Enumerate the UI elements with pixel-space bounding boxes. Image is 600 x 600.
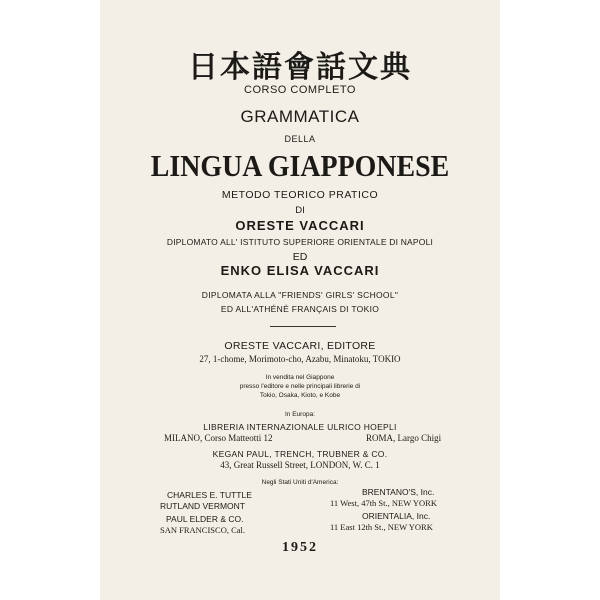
divider-rule xyxy=(270,326,336,327)
orientalia-name: ORIENTALIA, Inc. xyxy=(362,511,431,521)
by-label: DI xyxy=(295,205,305,216)
london-address: 43, Great Russell Street, LONDON, W. C. 1 xyxy=(220,460,380,470)
europe-heading: In Europa: xyxy=(285,411,315,418)
usa-heading: Negli Stati Uniti d'America: xyxy=(261,479,339,486)
publisher-address: 27, 1-chome, Morimoto-cho, Azabu, Minatoku, TOKIO xyxy=(199,354,401,364)
sale-japan-line-3: Tokio, Osaka, Kioto, e Kobe xyxy=(259,392,341,399)
author-2-credential-2: ED ALL'ATHÉNÉ FRANÇAIS DI TOKIO xyxy=(220,304,380,314)
subtitle: METODO TEORICO PRATICO xyxy=(221,189,379,201)
milano-address: MILANO, Corso Matteotti 12 xyxy=(164,433,273,443)
tuttle-name: CHARLES E. TUTTLE xyxy=(167,490,252,500)
author-2-credential-1: DIPLOMATA ALLA "FRIENDS' GIRLS' SCHOOL" xyxy=(201,290,399,300)
publication-year: 1952 xyxy=(282,540,318,555)
publisher-name: ORESTE VACCARI, EDITORE xyxy=(224,340,376,352)
brentano-name: BRENTANO'S, Inc. xyxy=(362,487,435,497)
sale-japan-line-1: In vendita nel Giappone xyxy=(265,374,335,381)
main-title: LINGUA GIAPPONESE xyxy=(150,148,450,183)
kanji-title: 日本語會話文典 xyxy=(188,50,412,85)
elder-name: PAUL ELDER & CO. xyxy=(166,514,244,524)
sale-japan-line-2: presso l'editore e nelle principali librerie di xyxy=(239,383,361,390)
author-1-name: ORESTE VACCARI xyxy=(235,218,365,233)
elder-city: SAN FRANCISCO, Cal. xyxy=(160,525,246,535)
author-1-credential: DIPLOMATO ALL' ISTITUTO SUPERIORE ORIENTALE DI NAPOLI xyxy=(166,237,434,247)
brentano-address: 11 West, 47th St., NEW YORK xyxy=(330,498,437,508)
roma-address: ROMA, Largo Chigi xyxy=(366,433,442,443)
title-grammatica: GRAMMATICA xyxy=(240,107,360,126)
kegan-name: KEGAN PAUL, TRENCH, TRUBNER & CO. xyxy=(212,449,388,459)
series-label: CORSO COMPLETO xyxy=(244,84,356,96)
tuttle-city: RUTLAND VERMONT xyxy=(160,501,246,511)
title-page xyxy=(100,0,500,600)
hoepli-name: LIBRERIA INTERNAZIONALE ULRICO HOEPLI xyxy=(203,422,397,432)
conjunction: ED xyxy=(292,251,308,263)
orientalia-address: 11 East 12th St., NEW YORK xyxy=(330,522,433,532)
title-della: DELLA xyxy=(284,134,316,144)
author-2-name: ENKO ELISA VACCARI xyxy=(220,263,380,278)
